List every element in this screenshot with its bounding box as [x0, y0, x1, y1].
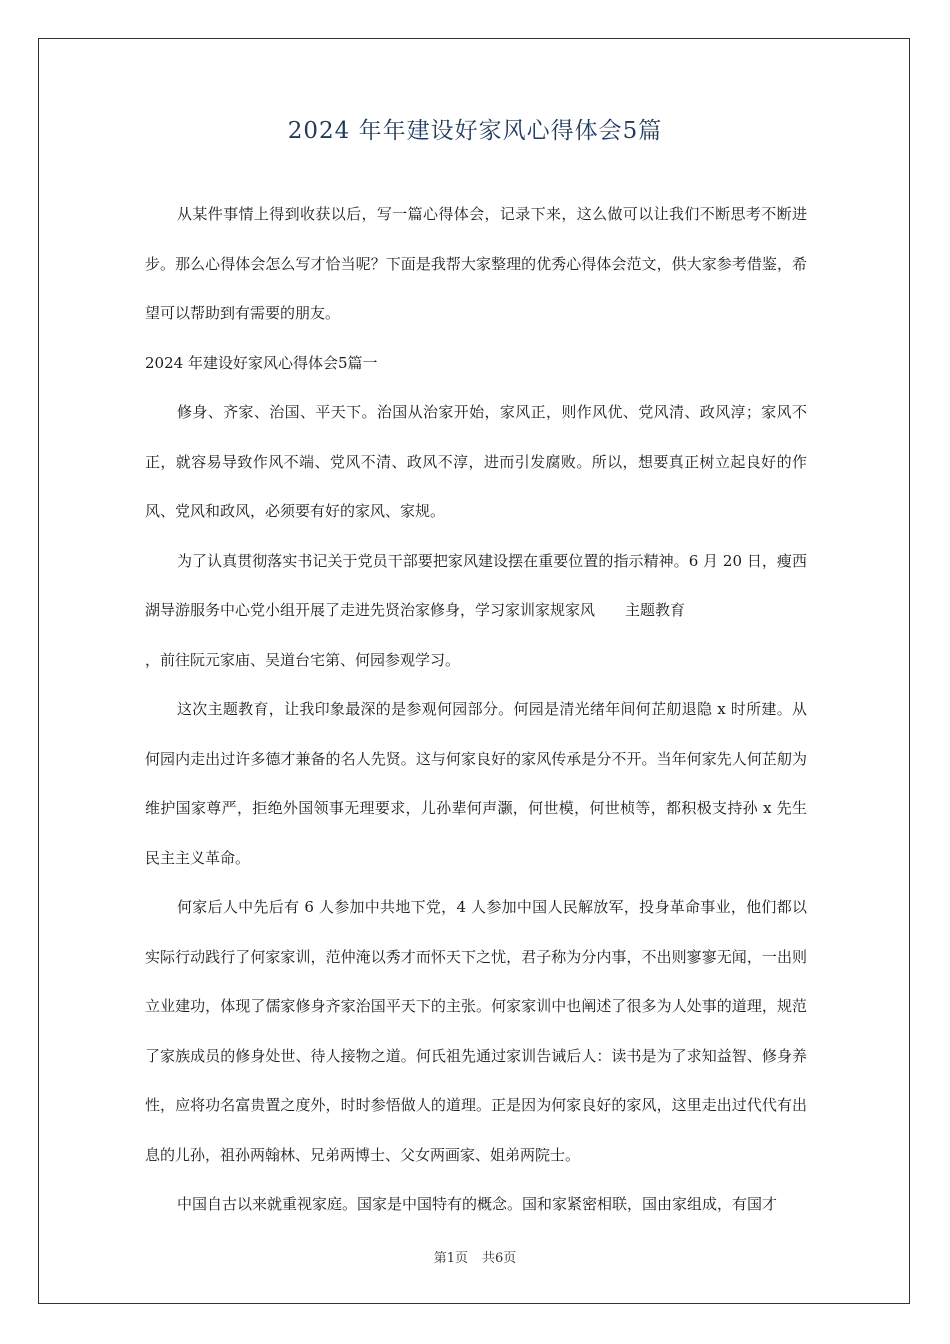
body-paragraph-2: 为了认真贯彻落实书记关于党员干部要把家风建设摆在重要位置的指示精神。6 月 20 日，瘦西湖导游服务中心党小组开展了走进先贤治家修身，学习家训家规家风 主题教育 [145, 551, 807, 619]
page-footer [0, 1247, 950, 1266]
intro-paragraph: 从某件事情上得到收获以后，写一篇心得体会，记录下来，这么做可以让我们不断思考不断进步。那么心得体会怎么写才恰当呢？下面是我帮大家整理的优秀心得体会范文，供大家参考借鉴，希望可以帮助到有需要的朋友。 [145, 205, 807, 322]
document-body [145, 190, 807, 1230]
section-heading: 2024 年建设好家风心得体会5篇一 [145, 353, 378, 372]
body-paragraph-3: 这次主题教育，让我印象最深的是参观何园部分。何园是清光绪年间何芷舠退隐 x 时所建。从何园内走出过许多德才兼备的名人先贤。这与何家良好的家风传承是分不开。当年何家先人何芷舠为维护国家尊严，拒绝外国领事无理要求，儿孙辈何声灏，何世模，何世桢等，都积极支持孙 x 先生民主主义革命。 [145, 700, 807, 867]
body-paragraph-4: 何家后人中先后有 6 人参加中共地下党，4 人参加中国人民解放军，投身革命事业，他们都以实际行动践行了何家家训，范仲淹以秀才而怀天下之忧，君子称为分内事，不出则寥寥无闻，一出则立业建功，体现了儒家修身齐家治国平天下的主张。何家家训中也阐述了很多为人处事的道理，规范了家族成员的修身处世、待人接物之道。何氏祖先通过家训告诫后人：读书是为了求知益智、修身养性，应将功名富贵置之度外，时时参悟做人的道理。正是因为何家良好的家风，这里走出过代代有出息的儿孙，祖孙两翰林、兄弟两博士、父女两画家、姐弟两院士。 [145, 898, 807, 1164]
page-total: 共6页 [482, 1251, 517, 1266]
body-paragraph-1: 修身、齐家、治国、平天下。治国从治家开始，家风正，则作风优、党风清、政风淳；家风不正，就容易导致作风不端、党风不清、政风不淳，进而引发腐败。所以，想要真正树立起良好的作风、党风和政风，必须要有好的家风、家规。 [145, 403, 807, 520]
document-title: 2024 年年建设好家风心得体会5篇 [287, 118, 663, 144]
body-paragraph-5: 中国自古以来就重视家庭。国家是中国特有的概念。国和家紧密相联，国由家组成，有国才 [177, 1195, 778, 1213]
page-number: 第1页 [433, 1251, 468, 1266]
body-paragraph-2-continuation: ，前往阮元家庙、吴道台宅第、何园参观学习。 [145, 650, 461, 669]
